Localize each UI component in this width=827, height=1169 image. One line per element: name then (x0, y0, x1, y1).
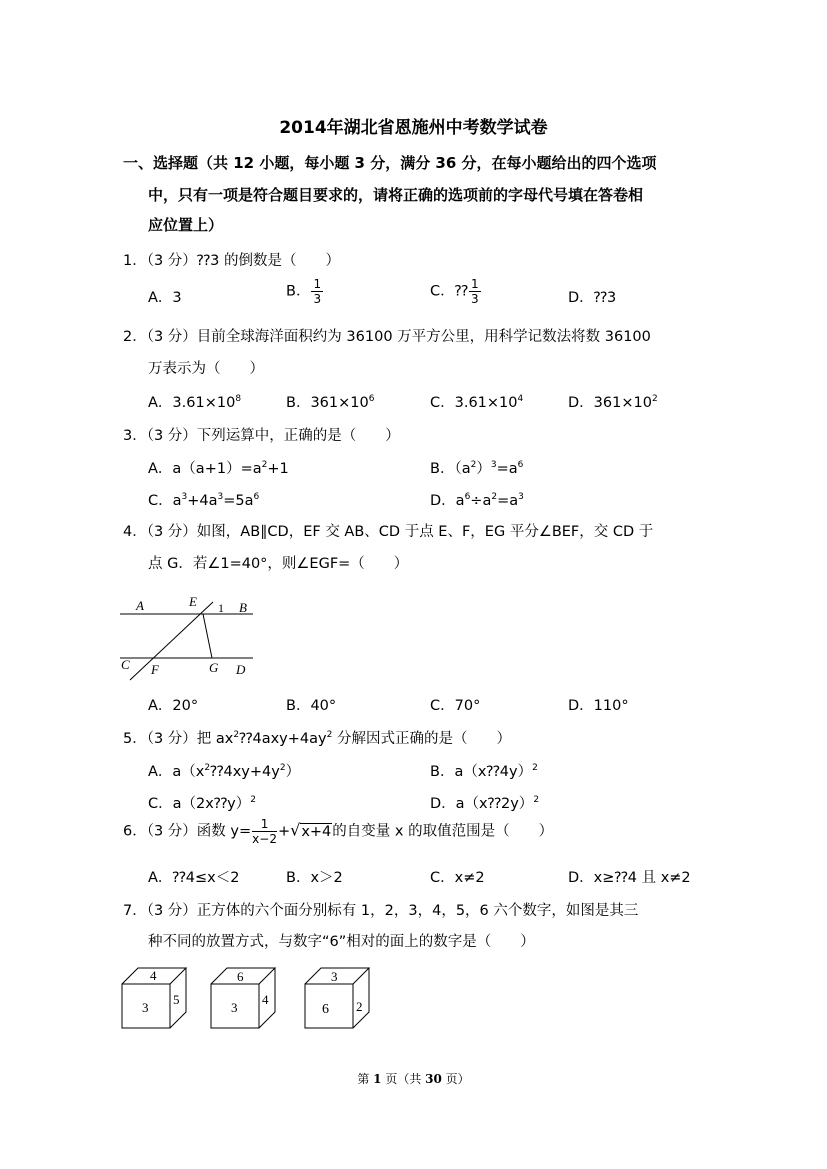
cube-1 (118, 966, 198, 1032)
q2-option-c: C．$3.61\times 10^4$ (430, 394, 524, 411)
question-7-line2: 种不同的放置方式，与数字“6”相对的面上的数字是（ ） (148, 934, 535, 950)
q2-option-a: A．$3.61\times 10^8$ (148, 394, 242, 411)
q5-option-d: D．a（x⁇2y）$^2$ (430, 795, 540, 812)
q1-option-d: D．⁇3 (568, 290, 617, 306)
question-3-stem: 3．（3 分）下列运算中，正确的是（ ） (123, 428, 400, 444)
q1-option-a: A．3 (148, 290, 182, 306)
q2-option-d: D．$361\times 10^2$ (568, 394, 658, 411)
q6-option-a: A．⁇4≤x＜2 (148, 870, 240, 886)
q2-option-b: B．$361\times 10^6$ (286, 394, 375, 411)
question-2-line2: 万表示为（ ） (148, 361, 264, 377)
q3-option-b: B．$(a^2)^3=a^6$ (430, 460, 524, 477)
fraction: $\frac{1}{x-2}$ (252, 817, 277, 846)
q1-option-c: C．⁇ $\frac{1}{3}$ (430, 277, 479, 306)
cube-2 (207, 966, 287, 1032)
page-title: 2014年湖北省恩施州中考数学试卷 (279, 118, 548, 138)
label-f: F (151, 662, 159, 677)
cube-1-right: 5 (173, 992, 180, 1007)
question-4-line2: 点 G．若∠1=40°，则∠EGF=（ ） (148, 556, 409, 572)
cube-1-front: 3 (142, 1000, 149, 1015)
label-e: E (189, 594, 197, 609)
parallel-lines-figure (115, 592, 255, 684)
section-heading-line3: 应位置上） (148, 216, 224, 234)
q5-option-c: C．a（2x⁇y）$^2$ (148, 795, 256, 812)
sqrt-sign: √ (290, 820, 301, 840)
cube-2-right: 4 (262, 992, 269, 1007)
cube-2-front: 3 (231, 1000, 238, 1015)
q6-option-c: C．x≠2 (430, 870, 485, 886)
q3-option-c: C．$a^3+4a^3=5a^6$ (148, 492, 260, 509)
q4-option-d: D．110° (568, 698, 629, 714)
section-heading-line2: 中，只有一项是符合题目要求的，请将正确的选项前的字母代号填在答卷相 (148, 186, 644, 204)
q4-option-a: A．20° (148, 698, 199, 714)
q4-option-c: C．70° (430, 698, 481, 714)
question-4-line1: 4．（3 分）如图，AB∥CD，EF 交 AB、CD 于点 E、F，EG 平分∠BEF，交 CD 于 (123, 524, 654, 540)
cube-3-front: 6 (322, 1002, 329, 1017)
q6-option-b: B．x＞2 (286, 870, 343, 886)
cube-3-right: 2 (356, 999, 363, 1014)
cube-2-top: 6 (237, 969, 244, 984)
question-6-stem: 6．（3 分）函数 y= $\frac{1}{x-2}$ +√x+4的自变量 x 的取值范围是（ ） (123, 817, 554, 846)
label-angle-1: 1 (218, 601, 224, 615)
fraction: $\frac{1}{3}$ (471, 277, 479, 306)
q5-option-a: A．$a(x^2⁇4xy+4y^2)$ (148, 763, 301, 780)
fraction: $\frac{1}{3}$ (313, 277, 322, 306)
radicand: x+4 (301, 823, 332, 840)
cube-3 (301, 966, 381, 1032)
q3-option-a: A．$a(a+1)=a^2+1$ (148, 460, 289, 477)
question-1-stem: 1．（3 分）⁇3 的倒数是（ ） (123, 253, 341, 269)
label-g: G (209, 660, 219, 675)
q4-option-b: B．40° (286, 698, 337, 714)
label-a: A (136, 598, 144, 613)
question-5-stem: 5．（3 分）把 $ax^2⁇4axy+4ay^2$ 分解因式正确的是（ ） (123, 730, 511, 747)
cube-3-top: 3 (331, 969, 338, 984)
label-b: B (239, 600, 247, 615)
q3-option-d: D．$a^6\div a^2=a^3$ (430, 492, 524, 509)
question-7-line1: 7．（3 分）正方体的六个面分别标有 1，2，3，4，5，6 六个数字，如图是其三 (123, 903, 639, 919)
page-footer: 第 1 页（共 30 页） (357, 1072, 470, 1086)
question-2-line1: 2．（3 分）目前全球海洋面积约为 36100 万平方公里，用科学记数法将数 36100 (123, 329, 651, 345)
label-d: D (236, 662, 246, 677)
cube-1-top: 4 (150, 968, 157, 983)
section-heading-line1: 一、选择题（共 12 小题，每小题 3 分，满分 36 分，在每小题给出的四个选项 (123, 154, 657, 172)
q5-option-b: B．a（x⁇4y）$^2$ (430, 763, 538, 780)
line-eg (203, 614, 212, 658)
q1-option-b: B． $\frac{1}{3}$ (286, 277, 322, 306)
q6-option-d: D．x≥⁇4 且 x≠2 (568, 870, 691, 886)
label-c: C (121, 657, 130, 672)
